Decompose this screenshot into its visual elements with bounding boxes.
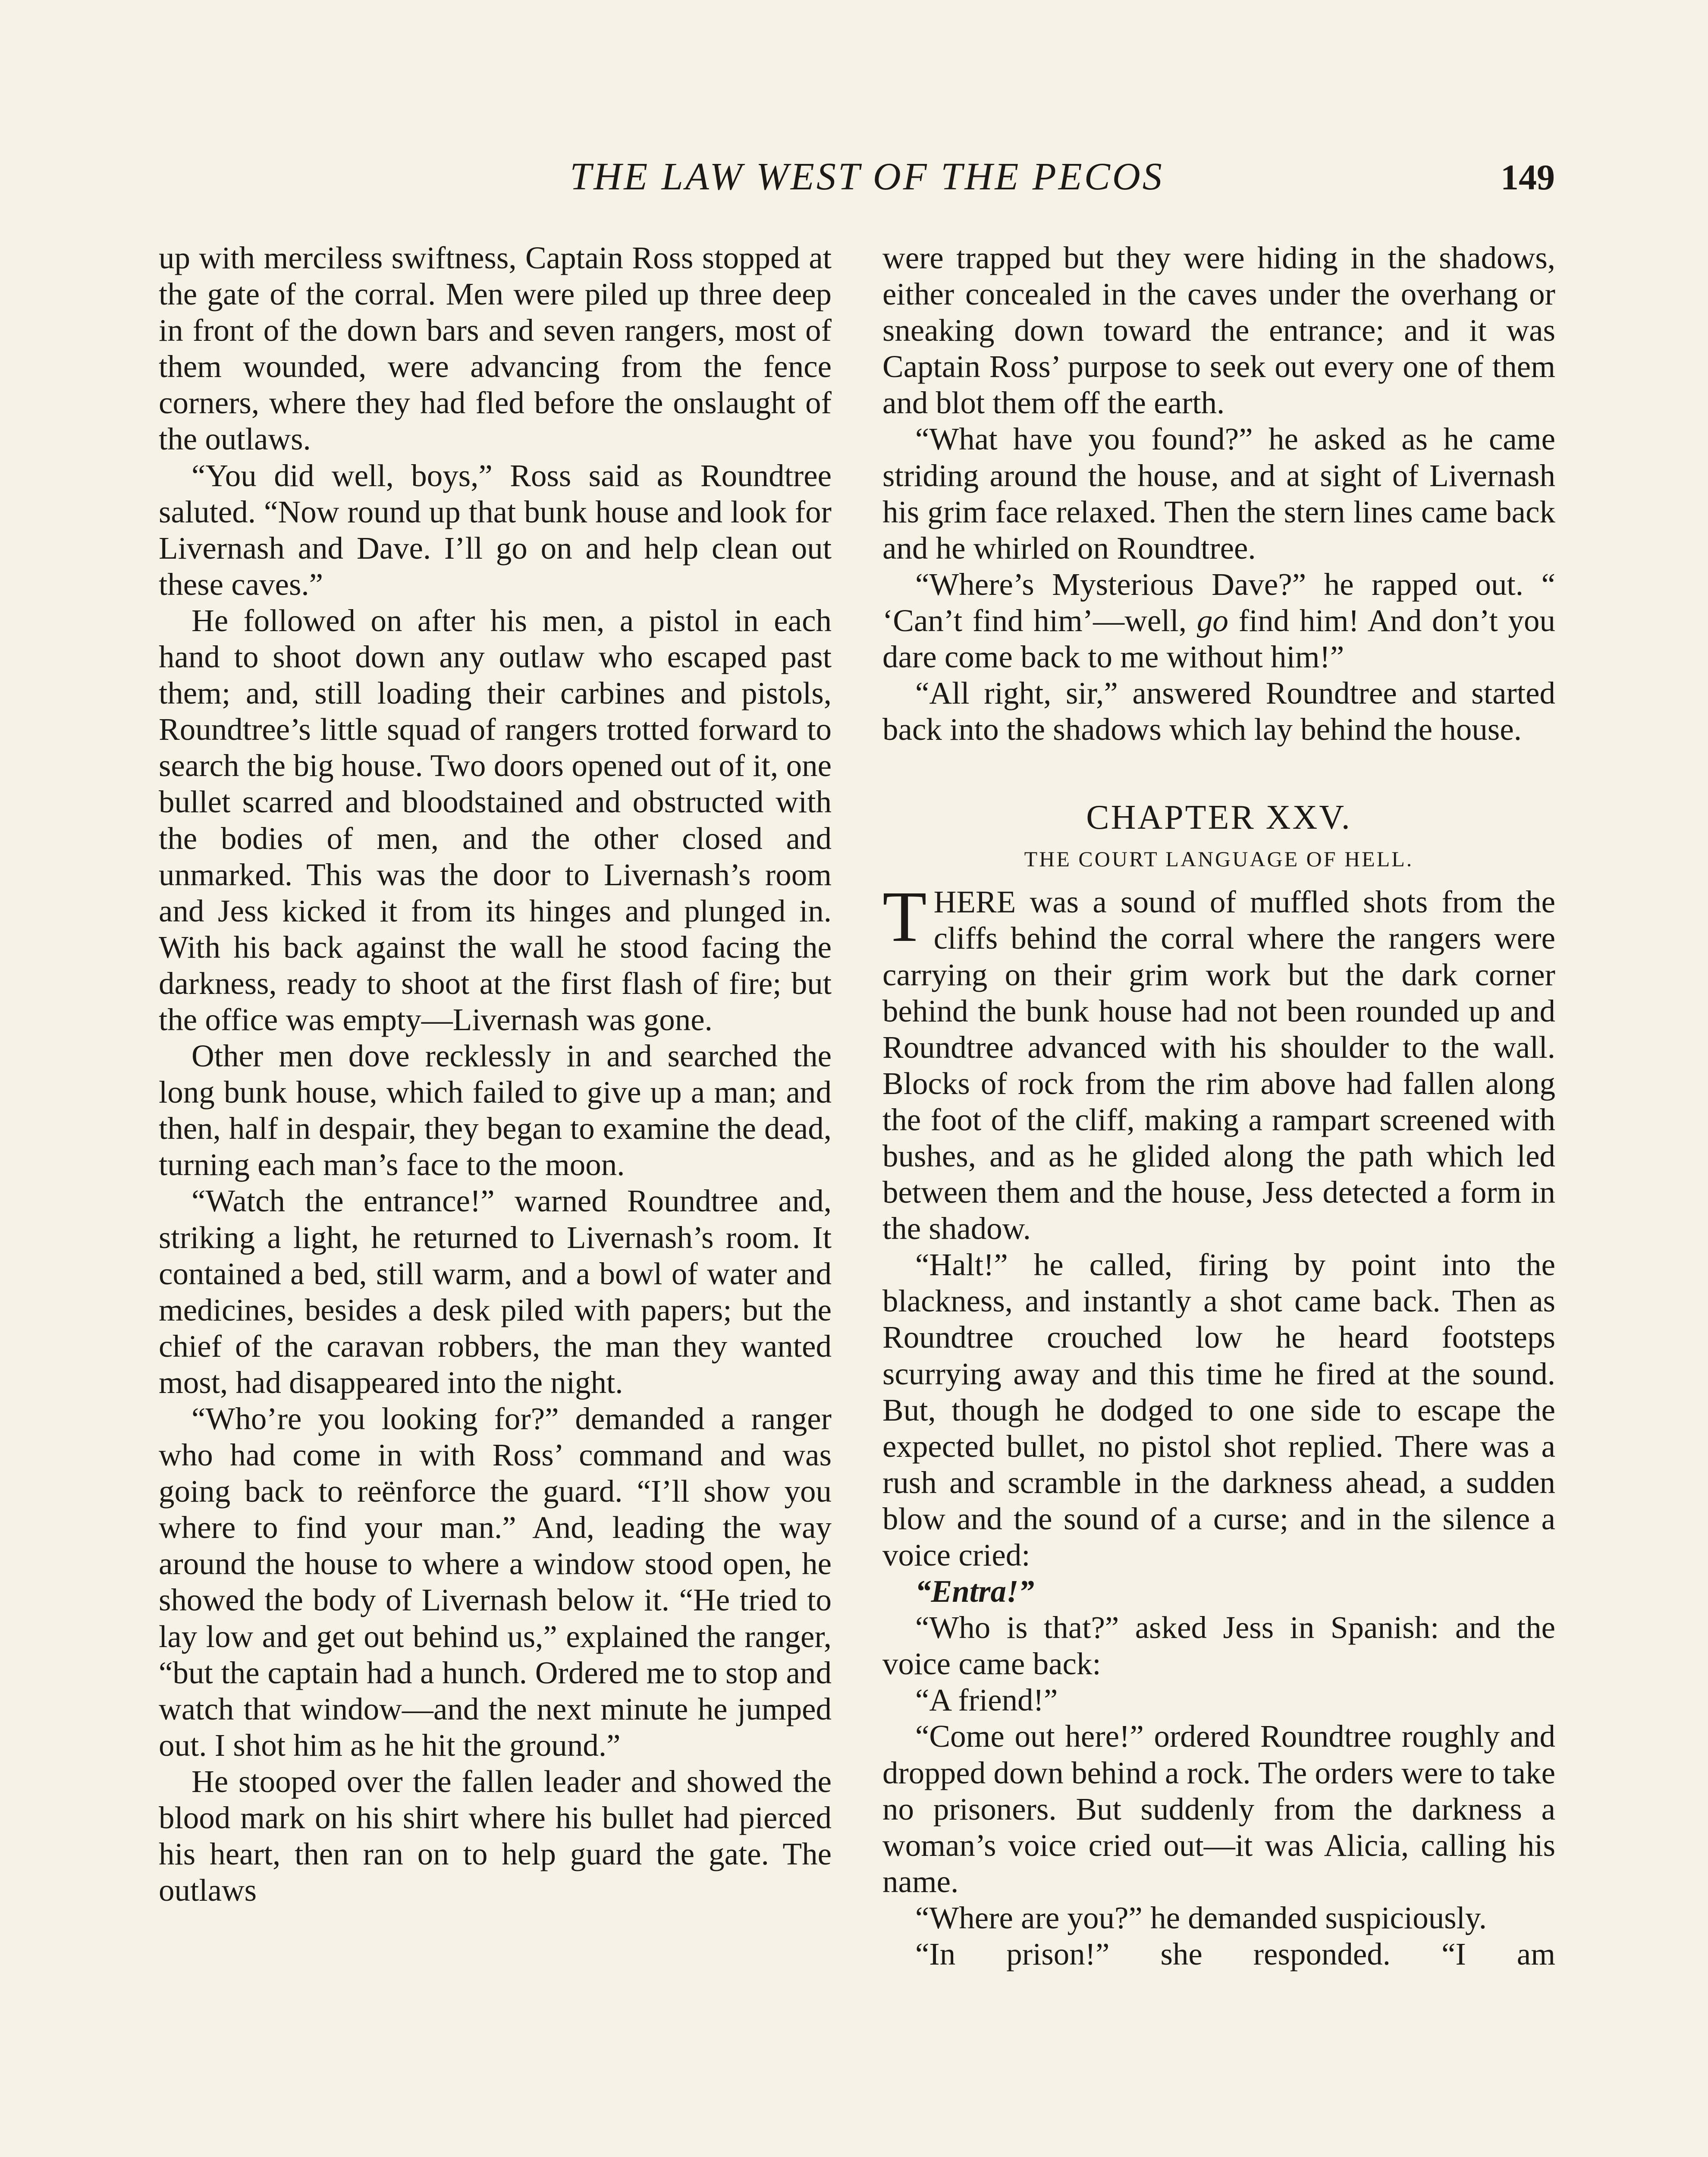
- text-run: “Where’s Mysterious Dave?” he rapped out. “ ‘Can’t find him’—well,: [882, 566, 1555, 638]
- paragraph: “Watch the entrance!” warned Roundtree and, striking a light, he returned to Livernash’s room. It contained a bed, still warm, and a bowl of water and medicines, besides a desk piled with papers; but the chief of the caravan robbers, the man they wanted most, had disappeared into the night.: [159, 1183, 832, 1400]
- chapter-heading: CHAPTER XXV.: [1086, 799, 1352, 837]
- lead-word: HERE: [933, 884, 1016, 920]
- paragraph: Other men dove recklessly in and searched the long bunk house, which failed to give up a man; and then, half in despair, they began to examine the dead, turning each man’s face to the moon.: [159, 1038, 832, 1182]
- exclamation-entra: “Entra!”: [915, 1574, 1034, 1609]
- paragraph: “Come out here!” ordered Roundtree roughly and dropped down behind a rock. The orders were to take no prisoners. But suddenly from the darkness a woman’s voice cried out—it was Alicia, calling his name.: [882, 1719, 1555, 1899]
- paragraph: “All right, sir,” answered Roundtree and started back into the shadows which lay behind the house.: [882, 676, 1555, 747]
- running-title: THE LAW WEST OF THE PECOS: [570, 155, 1164, 198]
- text-run: find him! And don’t you dare come back to me without him!”: [882, 603, 1555, 675]
- opening-paragraph: [882, 877, 1555, 1247]
- paragraph: “Where are you?” he demanded suspiciously.: [915, 1900, 1487, 1935]
- left-column: [159, 240, 832, 1909]
- paragraph: “Who is that?” asked Jess in Spanish: and the voice came back:: [882, 1610, 1555, 1682]
- chapter-subtitle: THE COURT LANGUAGE OF HELL.: [1024, 847, 1414, 871]
- drop-cap: T: [882, 877, 927, 957]
- paragraph: “You did well, boys,” Ross said as Roundtree saluted. “Now round up that bunk house and look for Livernash and Dave. I’ll go on and help clean out these caves.”: [159, 458, 832, 602]
- paragraph: “Halt!” he called, firing by point into the blackness, and instantly a shot came back. Then as Roundtree crouched low he heard footsteps scurrying away and this time he fired at the sound. But, though he dodged to one side to escape the expected bullet, no pistol shot replied. There was a rush and scramble in the darkness ahead, a sudden blow and the sound of a curse; and in the silence a voice cried:: [882, 1247, 1555, 1572]
- paragraph: were trapped but they were hiding in the shadows, either concealed in the caves under the overhang or sneaking down toward the entrance; and it was Captain Ross’ purpose to seek out every one of them and blot them off the earth.: [882, 240, 1555, 421]
- paragraph: “Who’re you looking for?” demanded a ranger who had come in with Ross’ command and was going back to reënforce the guard. “I’ll show you where to find your man.” And, leading the way around the house to where a window stood open, he showed the body of Livernash below it. “He tried to lay low and get out behind us,” explained the ranger, “but the captain had a hunch. Ordered me to stop and watch that window—and the next minute he jumped out. I shot him as he hit the ground.”: [159, 1401, 832, 1763]
- text-run: was a sound of muffled shots from the cliffs behind the corral where the rangers were carrying on their grim work but the dark corner behind the bunk house had not been rounded up and Roundtree advanced with his shoulder to the wall. Blocks of rock from the rim above had fallen along the foot of the cliff, making a rampart screened with bushes, and as he glided along the path which led between them and the house, Jess detected a form in the shadow.: [882, 884, 1555, 1246]
- emphasis-go: go: [1196, 603, 1228, 638]
- paragraph: [882, 566, 1555, 675]
- paragraph: “In prison!” she responded. “I am: [915, 1937, 1555, 1972]
- right-column: [882, 240, 1555, 1972]
- paragraph: up with merciless swiftness, Captain Ross stopped at the gate of the corral. Men were piled up three deep in front of the down bars and seven rangers, most of them wounded, were advancing from the fence corners, where they had fled before the onslaught of the outlaws.: [159, 240, 832, 457]
- paragraph: “A friend!”: [915, 1682, 1058, 1718]
- paragraph: “What have you found?” he asked as he came striding around the house, and at sight of Livernash his grim face relaxed. Then the stern lines came back and he whirled on Roundtree.: [882, 421, 1555, 566]
- page-number: 149: [1501, 157, 1555, 198]
- paragraph: He followed on after his men, a pistol in each hand to shoot down any outlaw who escaped past them; and, still loading their carbines and pistols, Roundtree’s little squad of rangers trotted forward to search the big house. Two doors opened out of it, one bullet scarred and bloodstained and obstructed with the bodies of men, and the other closed and unmarked. This was the door to Livernash’s room and Jess kicked it from its hinges and plunged in. With his back against the wall he stood facing the darkness, ready to shoot at the first flash of fire; but the office was empty—Livernash was gone.: [159, 603, 832, 1037]
- paragraph: He stooped over the fallen leader and showed the blood mark on his shirt where his bullet had pierced his heart, then ran on to help guard the gate. The outlaws: [159, 1764, 832, 1908]
